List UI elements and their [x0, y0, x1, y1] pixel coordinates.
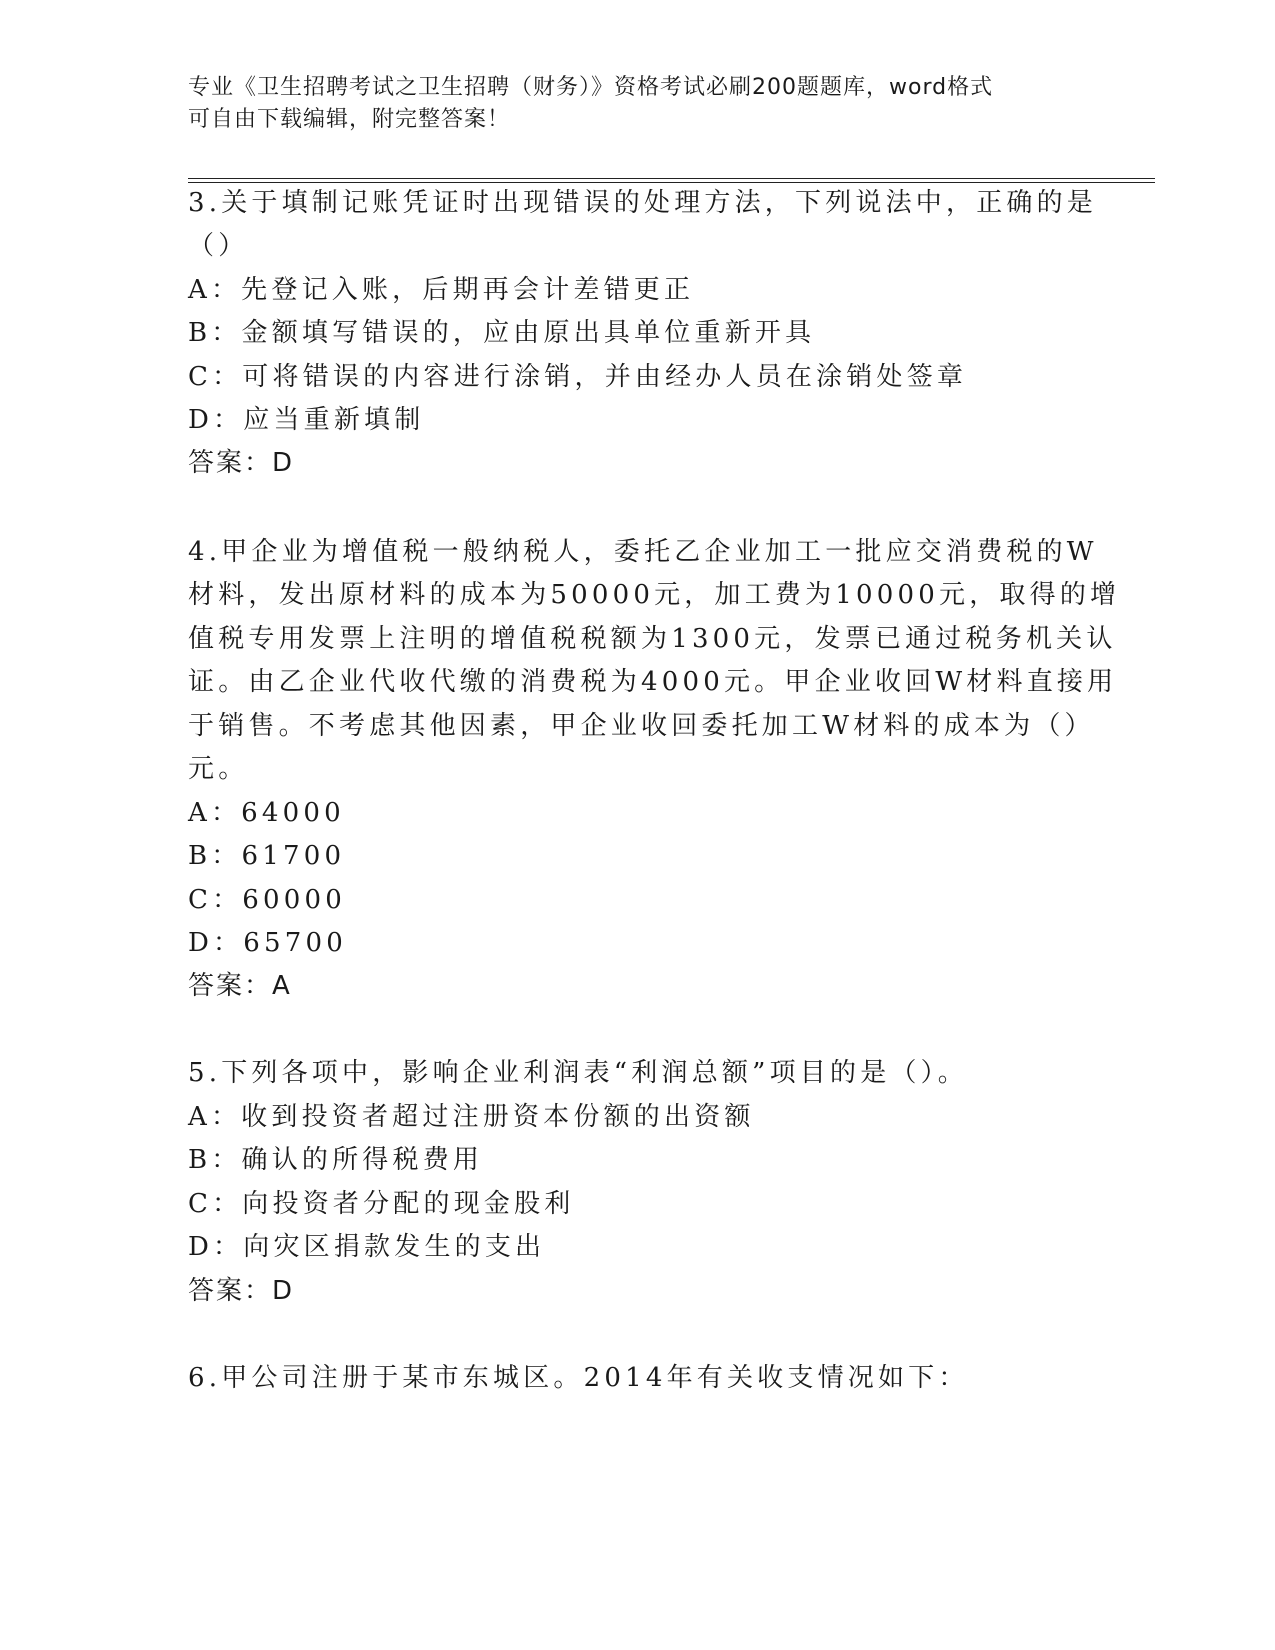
question-4-option-a: A：64000: [188, 798, 345, 828]
question-4-option-c: C：60000: [188, 885, 347, 915]
question-4-text-line-6: 元。: [188, 754, 249, 784]
question-4-text-line-4: 证。由乙企业代收代缴的消费税为4000元。甲企业收回W材料直接用: [188, 667, 1118, 697]
header-line-1: 专业《卫生招聘考试之卫生招聘（财务）》资格考试必刷200题题库，word格式: [188, 75, 994, 100]
question-3-option-c: C：可将错误的内容进行涂销，并由经办人员在涂销处签章: [188, 362, 968, 392]
header-divider-bottom: [188, 182, 1155, 183]
question-4-text-line-5: 于销售。不考虑其他因素，甲企业收回委托加工W材料的成本为（）: [188, 711, 1095, 741]
document-header: [188, 72, 1088, 136]
question-4-text-line-2: 材料，发出原材料的成本为50000元，加工费为10000元，取得的增: [188, 580, 1121, 610]
question-3-answer: 答案：D: [188, 448, 295, 478]
question-5-text-line-1: 5.下列各项中，影响企业利润表“利润总额”项目的是（）。: [188, 1058, 968, 1088]
question-4-text-line-3: 值税专用发票上注明的增值税税额为1300元，发票已通过税务机关认: [188, 624, 1117, 654]
question-3-option-d: D：应当重新填制: [188, 405, 425, 435]
question-3-text-line-2: （）: [188, 231, 249, 261]
question-4-answer: 答案：A: [188, 971, 292, 1001]
question-3-option-a: A：先登记入账，后期再会计差错更正: [188, 275, 695, 305]
question-5-option-a: A：收到投资者超过注册资本份额的出资额: [188, 1102, 755, 1132]
question-5-option-d: D：向灾区捐款发生的支出: [188, 1232, 546, 1262]
header-divider-top: [188, 178, 1155, 179]
question-4-text-line-1: 4.甲企业为增值税一般纳税人，委托乙企业加工一批应交消费税的W: [188, 537, 1098, 567]
header-line-2: 可自由下载编辑，附完整答案！: [188, 107, 511, 132]
question-3-text-line-1: 3.关于填制记账凭证时出现错误的处理方法，下列说法中，正确的是: [188, 188, 1098, 218]
question-4-option-b: B：61700: [188, 841, 346, 871]
question-3-option-b: B：金额填写错误的，应由原出具单位重新开具: [188, 318, 816, 348]
question-5-option-c: C：向投资者分配的现金股利: [188, 1189, 575, 1219]
question-5-answer: 答案：D: [188, 1276, 295, 1306]
question-4-option-d: D：65700: [188, 928, 347, 958]
question-5-option-b: B：确认的所得税费用: [188, 1145, 484, 1175]
question-6-text-line-1: 6.甲公司注册于某市东城区。2014年有关收支情况如下：: [188, 1363, 969, 1393]
